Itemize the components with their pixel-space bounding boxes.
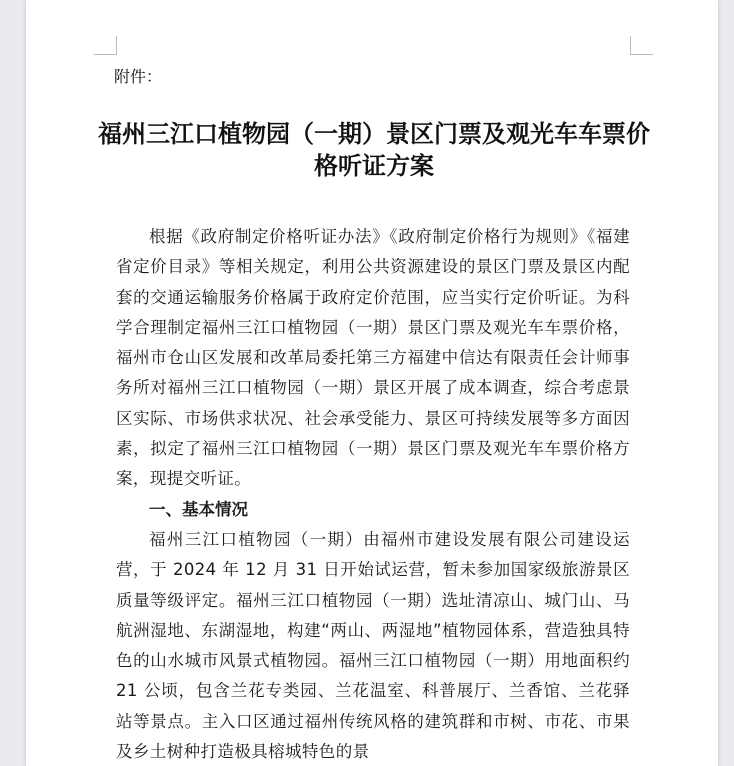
section-heading-basic-info: 一、基本情况 <box>149 499 248 519</box>
margin-corner-mark-right <box>630 36 653 55</box>
document-page <box>26 0 718 766</box>
document-title: 福州三江口植物园（一期）景区门票及观光车车票价格听证方案 <box>98 119 650 180</box>
document-body <box>116 222 630 766</box>
intro-paragraph: 根据《政府制定价格听证办法》《政府制定价格行为规则》《福建省定价目录》等相关规定，利用公共资源建设的景区门票及景区内配套的交通运输服务价格属于政府定价范围，应当实行定价听证。为科学合理制定福州三江口植物园（一期）景区门票及观光车车票价格，福州市仓山区发展和改革局委托第三方福建中信达有限责任会计师事务所对福州三江口植物园（一期）景区开展了成本调查，综合考虑景区实际、市场供求状况、社会承受能力、景区可持续发展等多方面因素，拟定了福州三江口植物园（一期）景区门票及观光车车票价格方案，现提交听证。 <box>116 227 630 489</box>
attachment-label: 附件： <box>114 67 163 86</box>
margin-corner-mark-left <box>94 36 117 55</box>
basic-info-paragraph: 福州三江口植物园（一期）由福州市建设发展有限公司建设运营，于 2024 年 12 月 31 日开始试运营，暂未参加国家级旅游景区质量等级评定。福州三江口植物园（一期）选址清凉山、城门山、马航洲湿地、东湖湿地，构建“两山、两湿地”植物园体系，营造独具特色的山水城市风景式植物园。福州三江口植物园（一期）用地面积约 21 公顷，包含兰花专类园、兰花温室、科普展厅、兰香馆、兰花驿站等景点。主入口区通过福州传统风格的建筑群和市树、市花、市果及乡土树种打造极具榕城特色的景 <box>116 529 630 762</box>
